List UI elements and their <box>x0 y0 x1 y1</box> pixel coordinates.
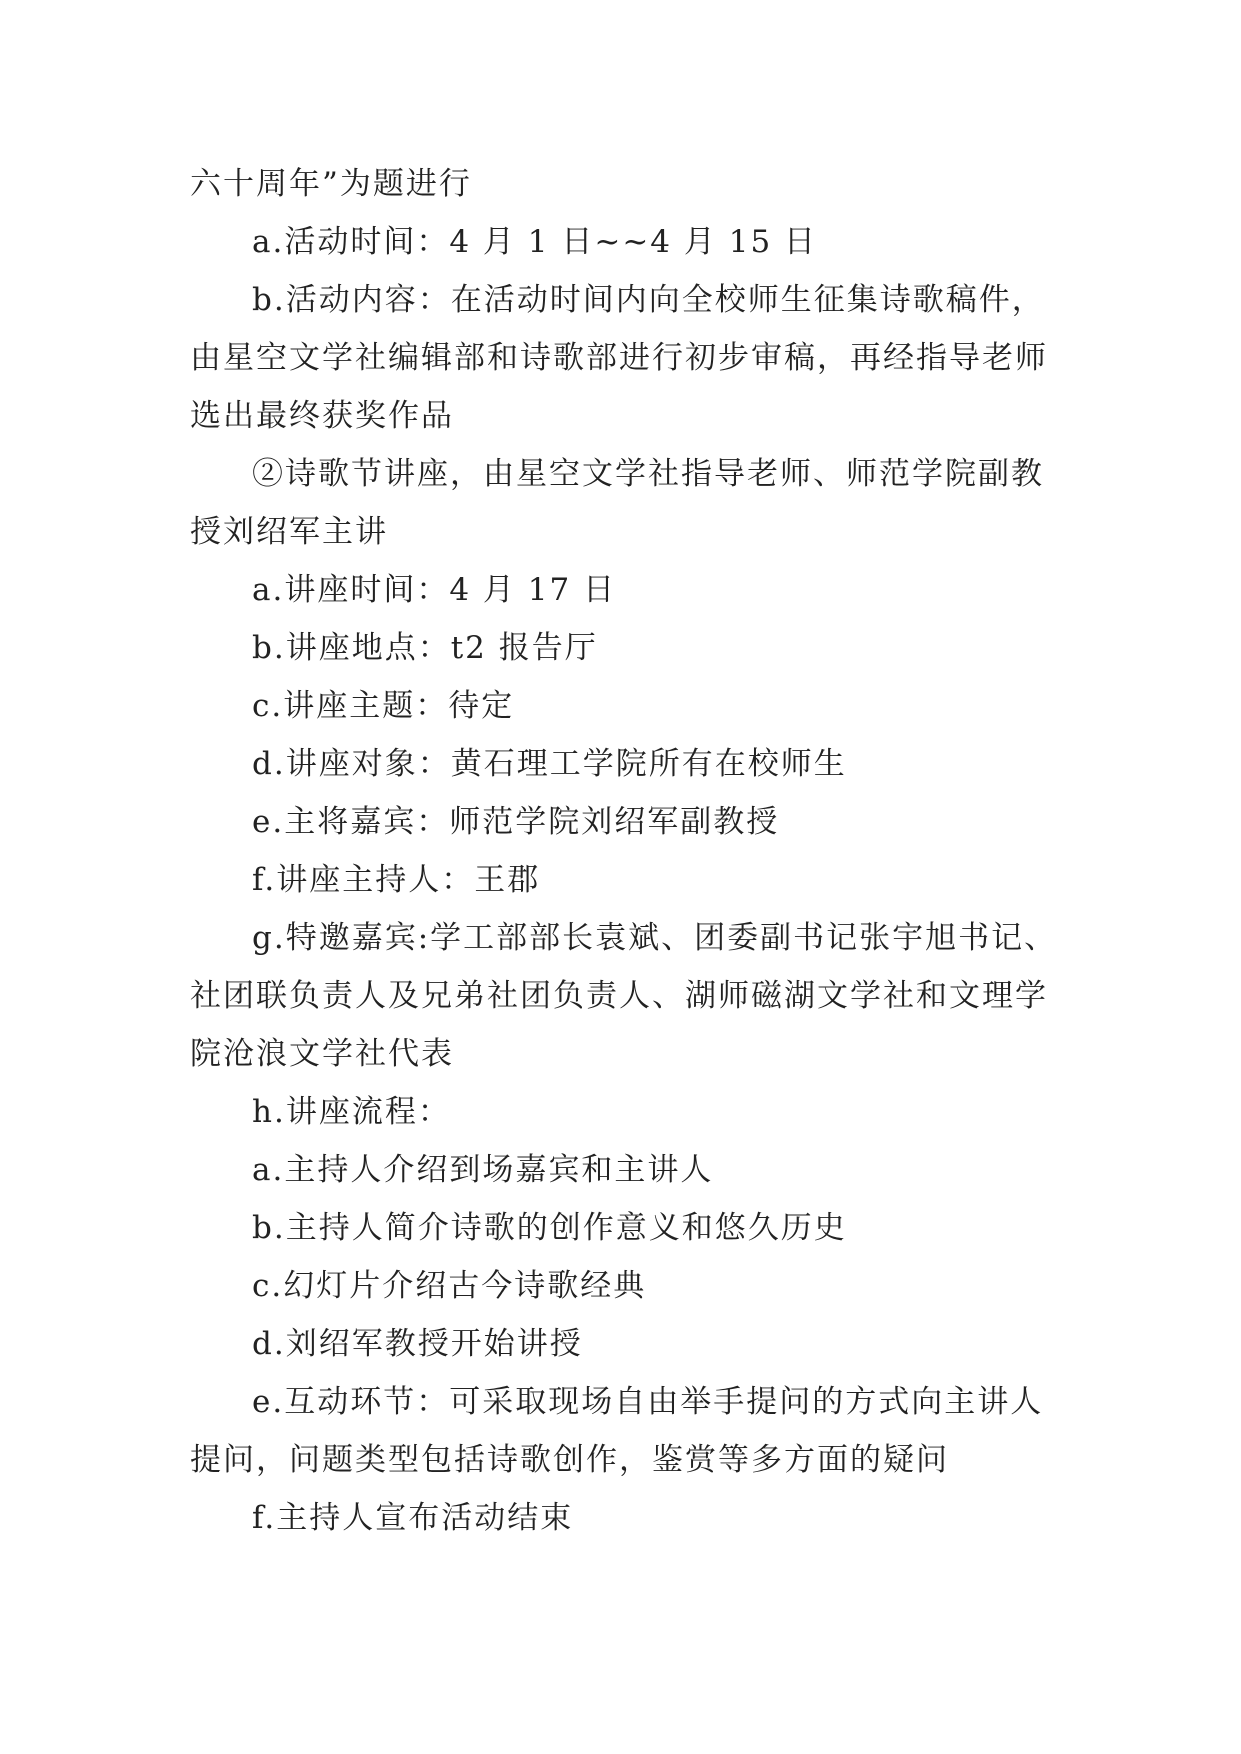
paragraph-intro-continued: 六十周年”为题进行 <box>190 166 472 202</box>
document-body <box>190 155 1070 1547</box>
paragraph-main-guest: e.主将嘉宾：师范学院刘绍军副教授 <box>252 804 780 840</box>
paragraph-lecture-process: h.讲座流程： <box>252 1094 451 1130</box>
paragraph-lecture-audience: d.讲座对象：黄石理工学院所有在校师生 <box>252 746 847 782</box>
paragraph-lecture-heading: ②诗歌节讲座，由星空文学社指导老师、师范学院副教授刘绍军主讲 <box>190 456 1044 550</box>
paragraph-process-step-c: c.幻灯片介绍古今诗歌经典 <box>252 1268 647 1304</box>
paragraph-lecture-time: a.讲座时间：4 月 17 日 <box>252 572 617 608</box>
paragraph-process-step-a: a.主持人介绍到场嘉宾和主讲人 <box>252 1152 714 1188</box>
paragraph-special-guests: g.特邀嘉宾:学工部部长袁斌、团委副书记张宇旭书记、社团联负责人及兄弟社团负责人、湖师磁湖文学社和文理学院沧浪文学社代表 <box>190 920 1058 1072</box>
paragraph-lecture-topic: c.讲座主题：待定 <box>252 688 515 724</box>
paragraph-activity-content: b.活动内容：在活动时间内向全校师生征集诗歌稿件，由星空文学社编辑部和诗歌部进行初步审稿，再经指导老师选出最终获奖作品 <box>190 282 1048 434</box>
paragraph-process-step-d: d.刘绍军教授开始讲授 <box>252 1326 583 1362</box>
paragraph-process-step-f: f.主持人宣布活动结束 <box>252 1500 574 1536</box>
paragraph-process-step-b: b.主持人简介诗歌的创作意义和悠久历史 <box>252 1210 847 1246</box>
paragraph-process-step-e: e.互动环节：可采取现场自由举手提问的方式向主讲人提问，问题类型包括诗歌创作，鉴赏等多方面的疑问 <box>190 1384 1044 1478</box>
paragraph-activity-time: a.活动时间：4 月 1 日~~4 月 15 日 <box>252 224 818 260</box>
paragraph-lecture-host: f.讲座主持人：王郡 <box>252 862 541 898</box>
paragraph-lecture-location: b.讲座地点：t2 报告厅 <box>252 630 598 666</box>
